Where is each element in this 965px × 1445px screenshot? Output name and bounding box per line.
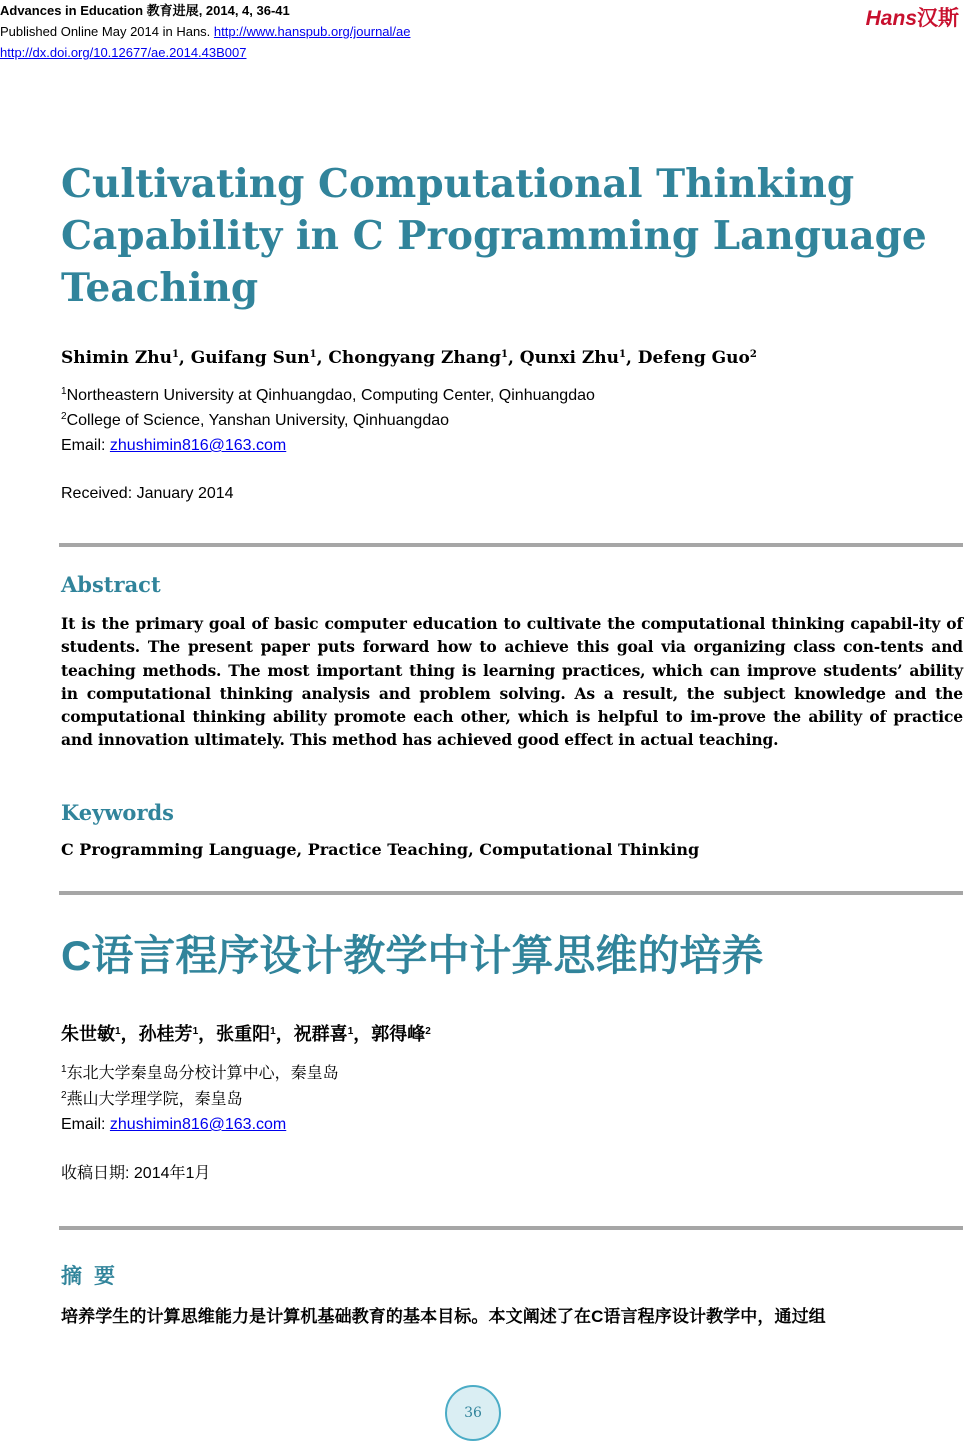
- affiliation-text: Northeastern University at Qinhuangdao, Computing Center, Qinhuangdao: [66, 387, 595, 404]
- author-affiliation-marker: 1: [618, 349, 626, 360]
- section-divider: [59, 543, 963, 547]
- author-affiliation-marker: 1: [192, 1026, 199, 1037]
- author-list-en: Shimin Zhu$^1$, Guifang Sun$^1$, Chongyang Zhang$^1$, Qunxi Zhu$^1$, Defeng Guo$^2$: [61, 348, 757, 368]
- author-list-zh: [61, 1020, 431, 1046]
- author-affiliation-marker: 1: [171, 349, 179, 360]
- section-divider: [59, 891, 963, 895]
- publisher-logo: [866, 2, 959, 32]
- author-name: 郭得峰: [371, 1024, 426, 1044]
- paper-title-en: [61, 158, 927, 314]
- paper-title-zh: C语言程序设计教学中计算思维的培养: [61, 932, 764, 979]
- affiliation-marker: 2: [61, 411, 67, 422]
- author-affiliation-marker: 1: [270, 1026, 276, 1037]
- journal-name-en: Advances in Education: [0, 3, 144, 18]
- affiliation-marker: 1: [61, 1064, 67, 1075]
- logo-latin: Hans: [865, 7, 917, 30]
- author-affiliation-marker: 1: [115, 1026, 121, 1037]
- page-number-badge: [445, 1385, 501, 1441]
- abstract-body-zh: 培养学生的计算思维能力是计算机基础教育的基本目标。本文阐述了在C语言程序设计教学中，通过组: [61, 1307, 826, 1326]
- publication-line: [0, 21, 411, 42]
- author-affiliation-marker: 1: [500, 349, 508, 360]
- author-separator: ，: [120, 1024, 139, 1044]
- email-label: Email:: [61, 437, 110, 454]
- author-separator: ，: [198, 1024, 217, 1044]
- affiliation-2-en: [61, 409, 449, 433]
- author-affiliation-marker: 2: [425, 1026, 431, 1037]
- abstract-heading-zh: 摘要: [61, 1265, 127, 1288]
- abstract-body: It is the primary goal of basic computer education to cultivate the computational thinking capabil-ity of students. The present paper puts forward how to achieve this goal via organizing class con-tents and teaching methods. The most important thing is learning practices, which can improve students’ ability in computational thinking analysis and problem solving. As a result, the subject knowledge and the computational thinking ability promote each other, which is helpful to im-prove the ability of practice and innovation ultimately. This method has achieved good effect in actual teaching.: [61, 614, 963, 750]
- affiliation-text: 东北大学秦皇岛分校计算中心，秦皇岛: [66, 1065, 339, 1082]
- email-line-zh: [61, 1113, 286, 1137]
- logo-chinese: 汉斯: [917, 7, 959, 30]
- author-affiliation-marker: 1: [309, 349, 317, 360]
- author-name: 祝群喜: [293, 1024, 348, 1044]
- author-name: Guifang Sun: [190, 348, 310, 368]
- email-line-en: [61, 434, 286, 458]
- citation-details: , 2014, 4, 36-41: [198, 3, 290, 18]
- keywords-list: C Programming Language, Practice Teaching, Computational Thinking: [61, 840, 700, 859]
- doi-link[interactable]: http://dx.doi.org/10.12677/ae.2014.43B007: [0, 45, 247, 60]
- affiliation-2-zh: [61, 1088, 243, 1112]
- author-name: Shimin Zhu: [61, 348, 172, 368]
- title-line-2: Capability in C Programming Language: [61, 213, 927, 259]
- published-text: Published Online May 2014 in Hans.: [0, 24, 211, 39]
- author-name: 孙桂芳: [138, 1024, 193, 1044]
- author-separator: ，: [275, 1024, 294, 1044]
- author-name: Chongyang Zhang: [328, 348, 501, 368]
- received-date-zh: 收稿日期: 2014年1月: [61, 1165, 211, 1182]
- author-name: Defeng Guo: [637, 348, 750, 368]
- affiliation-text: 燕山大学理学院，秦皇岛: [66, 1091, 243, 1108]
- received-date-en: Received: January 2014: [61, 485, 234, 502]
- abstract-heading: Abstract: [61, 572, 161, 597]
- author-name: Qunxi Zhu: [519, 348, 619, 368]
- author-affiliation-marker: 1: [347, 1026, 354, 1037]
- page-number: 36: [464, 1405, 482, 1421]
- affiliation-marker: 1: [61, 386, 67, 397]
- doi-line: [0, 42, 246, 63]
- affiliation-1-en: [61, 384, 595, 408]
- email-link[interactable]: zhushimin816@163.com: [109, 1116, 287, 1133]
- author-affiliation-marker: 2: [749, 349, 757, 360]
- journal-citation: [0, 0, 290, 21]
- affiliation-marker: 2: [61, 1090, 67, 1101]
- email-label: Email:: [61, 1116, 110, 1133]
- section-divider: [59, 1226, 963, 1230]
- journal-name-zh: 教育进展: [146, 3, 199, 18]
- keywords-heading: Keywords: [61, 800, 175, 825]
- author-name: 张重阳: [216, 1024, 271, 1044]
- author-separator: ，: [353, 1024, 372, 1044]
- email-link[interactable]: zhushimin816@163.com: [109, 437, 287, 454]
- author-name: 朱世敏: [61, 1024, 115, 1044]
- affiliation-text: College of Science, Yanshan University, Qinhuangdao: [66, 412, 450, 429]
- journal-url-link[interactable]: http://www.hanspub.org/journal/ae: [213, 24, 411, 39]
- title-line-3: Teaching: [61, 265, 259, 311]
- affiliation-1-zh: [61, 1062, 339, 1086]
- title-line-1: Cultivating Computational Thinking: [61, 161, 855, 207]
